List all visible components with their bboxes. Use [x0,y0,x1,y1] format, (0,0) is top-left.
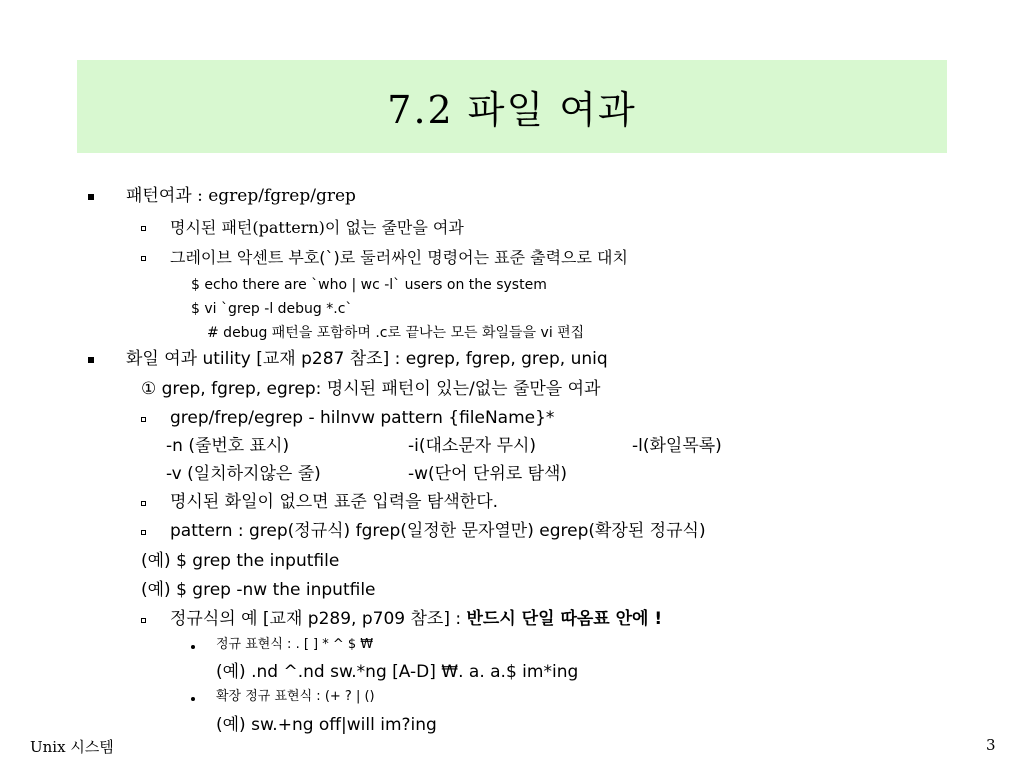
option-n: -n (줄번호 표시) [166,436,290,456]
regex-extended-chars: 확장 정규 표현식 : (+ ? | () [216,689,375,704]
square-bullet-icon [88,194,94,200]
sub-bullet-pattern-exclude [170,220,464,236]
title-box [77,60,947,153]
hollow-square-bullet-icon [141,256,146,261]
page-number: 3 [986,736,996,754]
example-grep-nw: (예) $ grep -nw the inputfile [141,580,376,600]
example-vi-grep: $ vi `grep -l debug *.c` [191,301,353,317]
bullet-pattern-filter [126,188,356,205]
circled-item-grep: ① grep, fgrep, egrep: 명시된 패턴이 있는/없는 줄만을 여과 [141,379,601,399]
option-w: -w(단어 단위로 탐색) [408,464,568,484]
sub-bullet-regex-examples [170,611,662,628]
option-i: -i(대소문자 무시) [408,436,537,456]
regex-examples-warning: 반드시 단일 따옴표 안에 ! [466,609,663,629]
dot-bullet-icon [191,697,195,701]
sub-bullet-stdin: 명시된 화일이 없으면 표준 입력을 탐색한다. [170,492,499,512]
hollow-square-bullet-icon [141,226,146,231]
sub-bullet-grep-syntax: grep/frep/egrep - hilnvw pattern {fileName}* [170,408,555,428]
sub-bullet-pattern-types: pattern : grep(정규식) fgrep(일정한 문자열만) egrep(확장된 정규식) [170,521,706,541]
example-comment: # debug 패턴을 포함하며 .c로 끝나는 모든 화일들을 vi 편집 [207,325,585,341]
bullet-pattern-filter-commands: : egrep/fgrep/grep [191,186,356,206]
hollow-square-bullet-icon [141,501,146,506]
example-echo: $ echo there are `who | wc -l` users on the system [191,277,547,293]
sub-bullet-pattern-exclude-mid: (pattern) [252,218,325,237]
bullet-pattern-filter-label: 패턴여과 [126,186,192,206]
example-regex-basic: (예) .nd ^.nd sw.*ng [A-D] ₩. a. a.$ im*ing [216,662,579,682]
example-regex-extended: (예) sw.+ng off|will im?ing [216,715,437,735]
sub-bullet-pattern-exclude-pre: 명시된 패턴 [170,218,253,237]
bullet-file-filter-utility: 화일 여과 utility [교재 p287 참조] : egrep, fgrep, grep, uniq [126,349,608,369]
slide-title: 7.2 파일 여과 [387,88,637,132]
hollow-square-bullet-icon [141,417,146,422]
option-v: -v (일치하지않은 줄) [166,464,321,484]
hollow-square-bullet-icon [141,530,146,535]
option-l: -l(화일목록) [632,436,722,456]
sub-bullet-pattern-exclude-post: 이 없는 줄만을 여과 [324,218,464,237]
example-grep-the: (예) $ grep the inputfile [141,551,340,571]
sub-bullet-grave-accent: 그레이브 악센트 부호(`)로 둘러싸인 명령어는 표준 출력으로 대치 [170,248,628,267]
hollow-square-bullet-icon [141,618,146,623]
regex-examples-label: 정규식의 예 [교재 p289, p709 참조] : [170,609,467,629]
square-bullet-icon [88,357,94,363]
regex-basic-chars: 정규 표현식 : . [ ] * ^ $ ₩ [216,637,374,652]
footer-course-title: Unix 시스템 [30,738,114,756]
dot-bullet-icon [191,645,195,649]
